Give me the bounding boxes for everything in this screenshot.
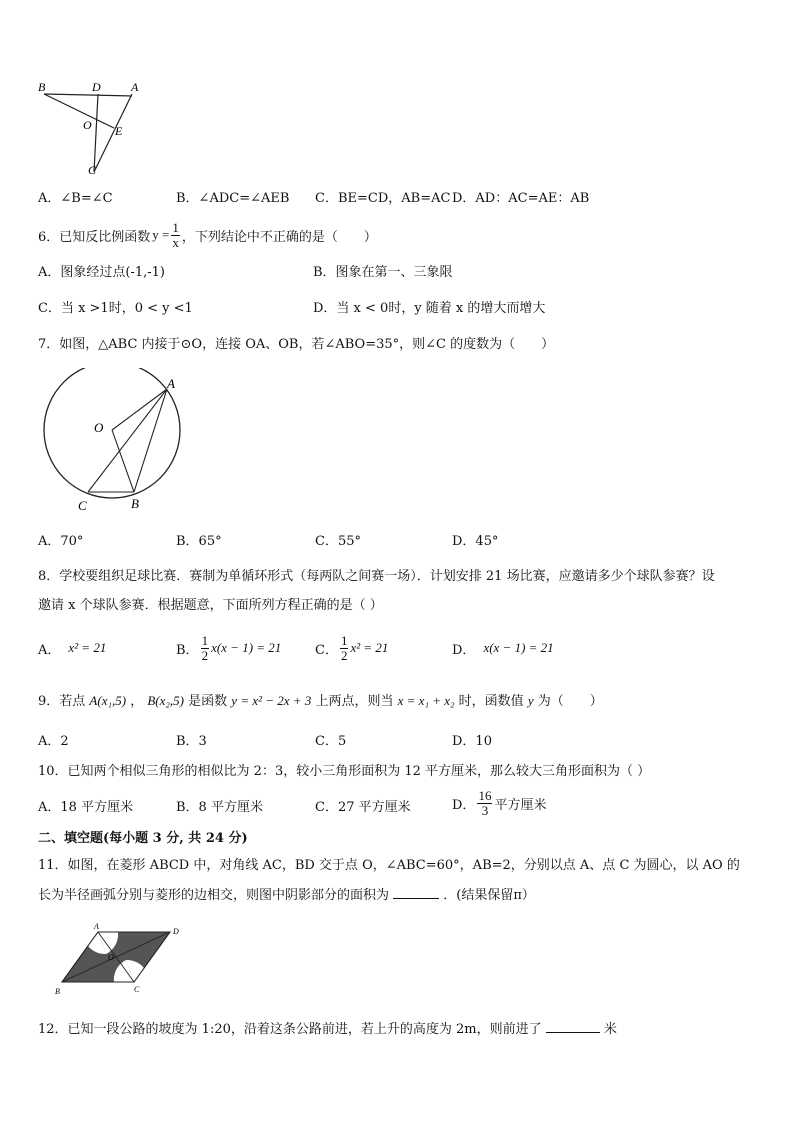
q8-option-b[interactable] bbox=[176, 630, 281, 666]
q10-option-d-unit: 平方厘米 bbox=[494, 797, 547, 813]
label-b: B bbox=[55, 987, 60, 996]
q10-stem: 10．已知两个相似三角形的相似比为 2：3，较小三角形面积为 12 平方厘米，那么较大三角形面积为（ ） bbox=[38, 764, 651, 779]
q8-option-d-label: D． bbox=[452, 642, 476, 658]
q8-option-b-label: B． bbox=[176, 642, 199, 658]
q11-line2-prefix: 长为半径画弧分别与菱形的边相交，则图中阴影部分的面积为 bbox=[38, 888, 390, 903]
label-e: E bbox=[115, 124, 123, 138]
q8-option-b-math: x(x − 1) = 21 bbox=[211, 640, 282, 655]
q5-option-d[interactable]: D．AD：AC=AE：AB bbox=[452, 191, 590, 206]
label-c: C bbox=[134, 985, 140, 994]
label-d: D bbox=[92, 80, 101, 94]
q12-answer-blank[interactable] bbox=[546, 1032, 600, 1033]
q6-stem-prefix: 6．已知反比例函数 bbox=[38, 229, 151, 245]
q9-mid2: 上两点，则当 bbox=[315, 694, 394, 709]
label-o: O bbox=[108, 953, 114, 962]
q9-option-a[interactable]: A．2 bbox=[38, 734, 69, 749]
q9-option-d[interactable]: D．10 bbox=[452, 734, 492, 749]
q12-prefix: 12．已知一段公路的坡度为 1:20，沿着这条公路前进，若上升的高度为 2m，则前进了 bbox=[38, 1022, 542, 1037]
q11-stem-line1: 11．如图，在菱形 ABCD 中，对角线 AC，BD 交于点 O，∠ABC=60°，AB=2，分别以点 A、点 C 为圆心，以 AO 的 bbox=[38, 858, 740, 873]
q10-option-a[interactable]: A．18 平方厘米 bbox=[38, 800, 134, 815]
q8-option-b-den: 2 bbox=[201, 647, 209, 663]
q5-option-a[interactable]: A．∠B=∠C bbox=[38, 191, 113, 206]
q9-separator: ， bbox=[130, 694, 144, 709]
q7-option-b[interactable]: B．65° bbox=[176, 534, 222, 549]
q10-option-d-label: D． bbox=[452, 797, 476, 813]
label-b: B bbox=[38, 80, 46, 94]
q8-option-c-num: 1 bbox=[340, 632, 348, 648]
label-a: A bbox=[167, 376, 175, 391]
q8-option-c-label: C． bbox=[315, 642, 338, 658]
q8-option-c[interactable] bbox=[315, 630, 388, 666]
q11-answer-blank[interactable] bbox=[393, 898, 439, 899]
q9-prefix: 9．若点 bbox=[38, 694, 86, 709]
q10-option-d[interactable] bbox=[452, 785, 546, 821]
q10-option-d-fraction bbox=[477, 789, 492, 817]
label-o: O bbox=[94, 420, 104, 435]
q8-option-d[interactable] bbox=[452, 630, 554, 666]
q10-option-d-den: 3 bbox=[481, 802, 489, 818]
figure-q11-rhombus bbox=[52, 920, 184, 1000]
label-o: O bbox=[83, 118, 92, 132]
q6-option-a[interactable]: A．图象经过点(-1,-1) bbox=[38, 265, 165, 280]
label-a: A bbox=[131, 80, 139, 94]
q7-option-a[interactable]: A．70° bbox=[38, 534, 84, 549]
q8-stem-line2: 邀请 x 个球队参赛．根据题意，下面所列方程正确的是（ ） bbox=[38, 598, 383, 613]
section-heading: 二、填空题(每小题 3 分, 共 24 分) bbox=[38, 831, 248, 846]
label-d: D bbox=[173, 927, 179, 936]
label-c: C bbox=[88, 163, 97, 177]
q5-option-c[interactable]: C．BE=CD，AB=AC bbox=[315, 191, 451, 206]
q9-point-b: B(x₂,5) bbox=[147, 693, 184, 708]
label-c: C bbox=[78, 498, 87, 513]
q9-function: y = x² − 2x + 3 bbox=[231, 693, 312, 708]
q6-stem-suffix: ，下列结论中不正确的是（ ） bbox=[181, 229, 377, 245]
q6-fraction bbox=[171, 221, 180, 249]
q6-fraction-den: x bbox=[172, 234, 179, 250]
q6-stem bbox=[38, 218, 377, 252]
q10-option-d-num: 16 bbox=[478, 787, 492, 803]
label-b: B bbox=[131, 496, 139, 511]
q8-option-c-fraction bbox=[340, 634, 349, 662]
q8-option-d-math: x(x − 1) = 21 bbox=[483, 640, 554, 655]
q8-option-a-label: A． bbox=[38, 642, 61, 658]
label-a: A bbox=[94, 922, 99, 931]
q8-stem-line1: 8．学校要组织足球比赛．赛制为单循环形式（每两队之间赛一场）．计划安排 21 场比赛，应邀请多少个球队参赛？设 bbox=[38, 569, 715, 584]
q9-stem bbox=[38, 690, 603, 709]
q8-option-a[interactable] bbox=[38, 630, 106, 666]
q12-suffix: 米 bbox=[603, 1022, 617, 1037]
q6-fraction-num: 1 bbox=[172, 219, 179, 235]
q10-option-b[interactable]: B．8 平方厘米 bbox=[176, 800, 263, 815]
q8-option-a-math: x² = 21 bbox=[68, 640, 107, 655]
q9-condition: x = x₁ + x₂ bbox=[397, 693, 455, 708]
q8-option-c-den: 2 bbox=[340, 647, 348, 663]
q8-option-b-num: 1 bbox=[201, 632, 209, 648]
q9-option-c[interactable]: C．5 bbox=[315, 734, 347, 749]
q6-function-lhs: y = bbox=[152, 227, 170, 242]
q5-option-b[interactable]: B．∠ADC=∠AEB bbox=[176, 191, 290, 206]
q9-post: 时，函数值 bbox=[458, 694, 524, 709]
figure-q7-circle bbox=[36, 368, 186, 518]
q6-option-c[interactable]: C．当 x >1时，0 < y <1 bbox=[38, 301, 193, 316]
q6-option-b[interactable]: B．图象在第一、三象限 bbox=[313, 265, 453, 280]
q7-option-c[interactable]: C．55° bbox=[315, 534, 361, 549]
q7-stem: 7．如图，△ABC 内接于⊙O，连接 OA、OB，若∠ABO=35°，则∠C 的度数为（ ） bbox=[38, 337, 555, 352]
q11-stem-line2 bbox=[38, 884, 535, 903]
q7-option-d[interactable]: D．45° bbox=[452, 534, 499, 549]
q10-option-c[interactable]: C．27 平方厘米 bbox=[315, 800, 411, 815]
q9-point-a: A(x₁,5) bbox=[89, 693, 127, 708]
q9-y: y bbox=[527, 693, 534, 708]
q12-stem bbox=[38, 1018, 617, 1037]
q8-option-c-math: x² = 21 bbox=[350, 640, 389, 655]
q9-mid: 是函数 bbox=[188, 694, 228, 709]
q6-option-d[interactable]: D．当 x < 0时，y 随着 x 的增大而增大 bbox=[313, 301, 546, 316]
q8-option-b-fraction bbox=[201, 634, 210, 662]
q9-option-b[interactable]: B．3 bbox=[176, 734, 207, 749]
q11-line2-suffix: ．(结果保留π） bbox=[443, 888, 535, 903]
figure-q5 bbox=[34, 78, 154, 178]
q9-end: 为（ ） bbox=[537, 694, 603, 709]
